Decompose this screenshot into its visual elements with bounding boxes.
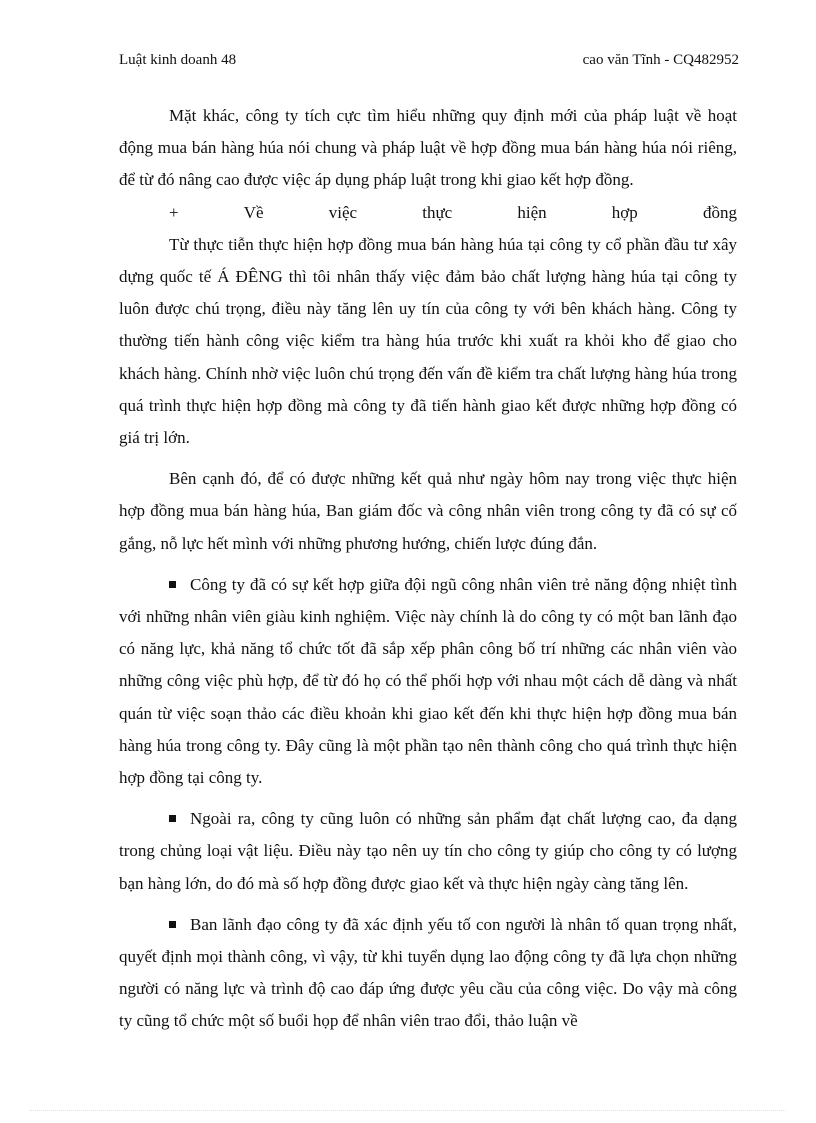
square-bullet-icon (169, 815, 176, 822)
page-bottom-divider (30, 1110, 786, 1111)
bullet-text: Ngoài ra, công ty cũng luôn có những sản phẩm đạt chất lượng cao, đa dạng trong chủng loại vật liệu. Điều này tạo nên uy tín cho công ty giúp cho công ty có lượng bạn hàng lớn, do đó mà số hợp đồng được giao kết và thực hiện ngày càng tăng lên. (119, 809, 737, 893)
bullet-item-staff (119, 569, 737, 794)
subheading-word: thực (422, 202, 453, 222)
bullet-item-products (119, 803, 737, 900)
document-body (119, 100, 737, 1038)
subheading-word: đồng (702, 202, 737, 222)
bullet-text: Ban lãnh đạo công ty đã xác định yếu tố con người là nhân tố quan trọng nhất, quyết định mọi thành công, vì vậy, từ khi tuyển dụng lao động công ty đã lựa chọn những người có năng lực và trình độ cao đáp ứng được yêu cầu của công việc. Do vậy mà công ty cũng tổ chức một số buổi họp để nhân viên trao đổi, thảo luận về (119, 914, 737, 1031)
subheading-word: hiện (517, 202, 547, 222)
page-header (119, 49, 739, 71)
header-document-title: Luật kinh doanh 48 (119, 52, 237, 68)
bullet-text: Công ty đã có sự kết hợp giữa đội ngũ công nhân viên trẻ năng động nhiệt tình với những nhân viên giàu kinh nghiệm. Việc này chính là do công ty có một ban lãnh đạo có năng lực, khả năng tổ chức tốt đã sắp xếp phân công bố trí những các nhân viên vào những công việc phù hợp, để từ đó họ có thể phối hợp với nhau một cách dễ dàng và nhất quán từ việc soạn thảo các điều khoản khi giao kết đến khi thực hiện hợp đồng mua bán hàng húa trong công ty. Đây cũng là một phần tạo nên thành công cho quá trình thực hiện hợp đồng tại công ty. (119, 574, 737, 788)
bullet-item-human-factor (119, 909, 737, 1038)
header-author-id: cao văn Tĩnh - CQ482952 (582, 52, 739, 68)
subheading-contract-performance (169, 197, 737, 229)
subheading-word: + (169, 202, 179, 222)
square-bullet-icon (169, 921, 176, 928)
paragraph-quality-control: Từ thực tiễn thực hiện hợp đồng mua bán hàng húa tại công ty cổ phần đầu tư xây dựng quốc tế Á ĐÊNG thì tôi nhân thấy việc đảm bảo chất lượng hàng húa tại công ty luôn được chú trọng, điều này tăng lên uy tín của công ty với bên khách hàng. Công ty thường tiến hành công việc kiểm tra hàng húa trước khi xuất ra khỏi kho để giao cho khách hàng. Chính nhờ việc luôn chú trọng đến vấn đề kiểm tra chất lượng hàng húa trong quá trình thực hiện hợp đồng mà công ty đã tiến hành giao kết được những hợp đồng có giá trị lớn. (119, 234, 737, 448)
subheading-word: hợp (611, 202, 638, 222)
subheading-word: việc (328, 202, 358, 222)
subheading-word: Về (243, 202, 264, 222)
square-bullet-icon (169, 581, 176, 588)
paragraph-management-effort: Bên cạnh đó, để có được những kết quả như ngày hôm nay trong việc thực hiện hợp đồng mua bán hàng húa, Ban giám đốc và công nhân viên trong công ty đã có sự cố gắng, nỗ lực hết mình với những phương hướng, chiến lược đúng đắn. (119, 469, 737, 553)
paragraph-legal-research: Mặt khác, công ty tích cực tìm hiểu những quy định mới của pháp luật về hoạt động mua bán hàng húa nói chung và pháp luật về hợp đồng mua bán hàng húa nói riêng, để từ đó nâng cao được việc áp dụng pháp luật trong khi giao kết hợp đồng. (119, 106, 737, 190)
